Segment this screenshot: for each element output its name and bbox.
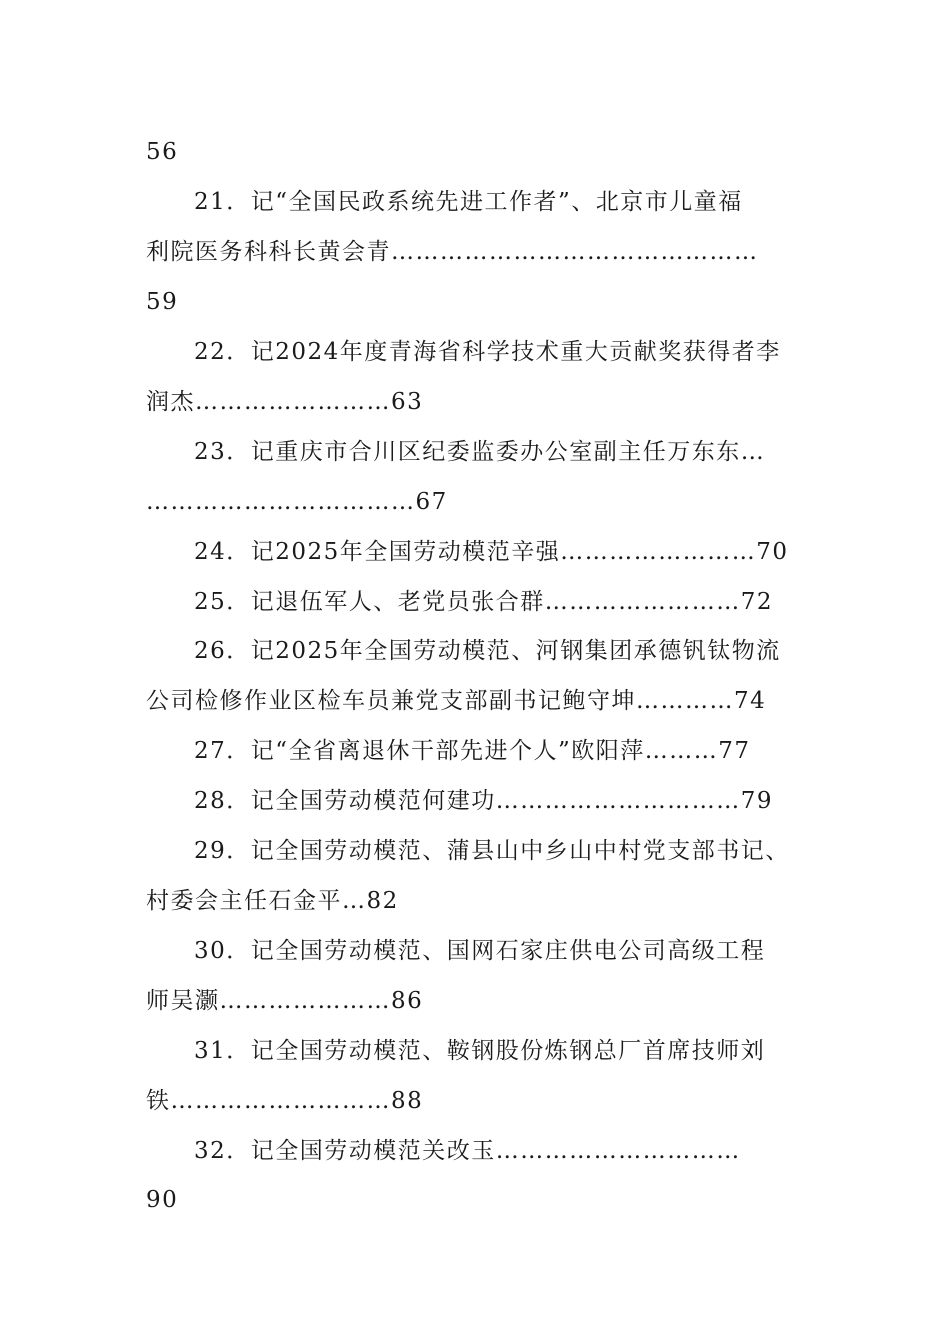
toc-entry-29: 29．记全国劳动模范、蒲县山中乡山中村党支部书记、 [194,838,790,864]
toc-entry-22: 22．记2024年度青海省科学技术重大贡献奖获得者李 [194,339,781,365]
toc-entry-25: 25．记退伍军人、老党员张合群……………………72 [194,589,774,615]
toc-entry-32: 32．记全国劳动模范关改玉………………………… [194,1138,741,1164]
toc-entry-30: 30．记全国劳动模范、国网石家庄供电公司高级工程 [194,938,766,964]
toc-line: 铁………………………88 [146,1088,424,1114]
toc-entry-23: 23．记重庆市合川区纪委监委办公室副主任万东东… [194,439,766,465]
toc-entry-26: 26．记2025年全国劳动模范、河钢集团承德钒钛物流 [194,638,781,664]
toc-entry-27: 27．记“全省离退休干部先进个人”欧阳萍………77 [194,738,751,764]
toc-entry-31: 31．记全国劳动模范、鞍钢股份炼钢总厂首席技师刘 [194,1038,766,1064]
toc-line: 村委会主任石金平…82 [146,888,399,914]
toc-entry-24: 24．记2025年全国劳动模范辛强……………………70 [194,539,789,565]
toc-line: 90 [146,1187,179,1213]
toc-line: 利院医务科科长黄会青……………………………………… [146,239,759,265]
toc-line: ……………………………67 [146,489,448,515]
toc-entry-28: 28．记全国劳动模范何建功…………………………79 [194,788,774,814]
toc-line: 师吴灏…………………86 [146,988,424,1014]
toc-line: 59 [146,289,179,315]
toc-entry-21: 21．记“全国民政系统先进工作者”、北京市儿童福 [194,189,743,215]
toc-line: 56 [146,139,179,165]
toc-line: 公司检修作业区检车员兼党支部副书记鲍守坤…………74 [146,688,767,714]
toc-line: 润杰……………………63 [146,389,424,415]
